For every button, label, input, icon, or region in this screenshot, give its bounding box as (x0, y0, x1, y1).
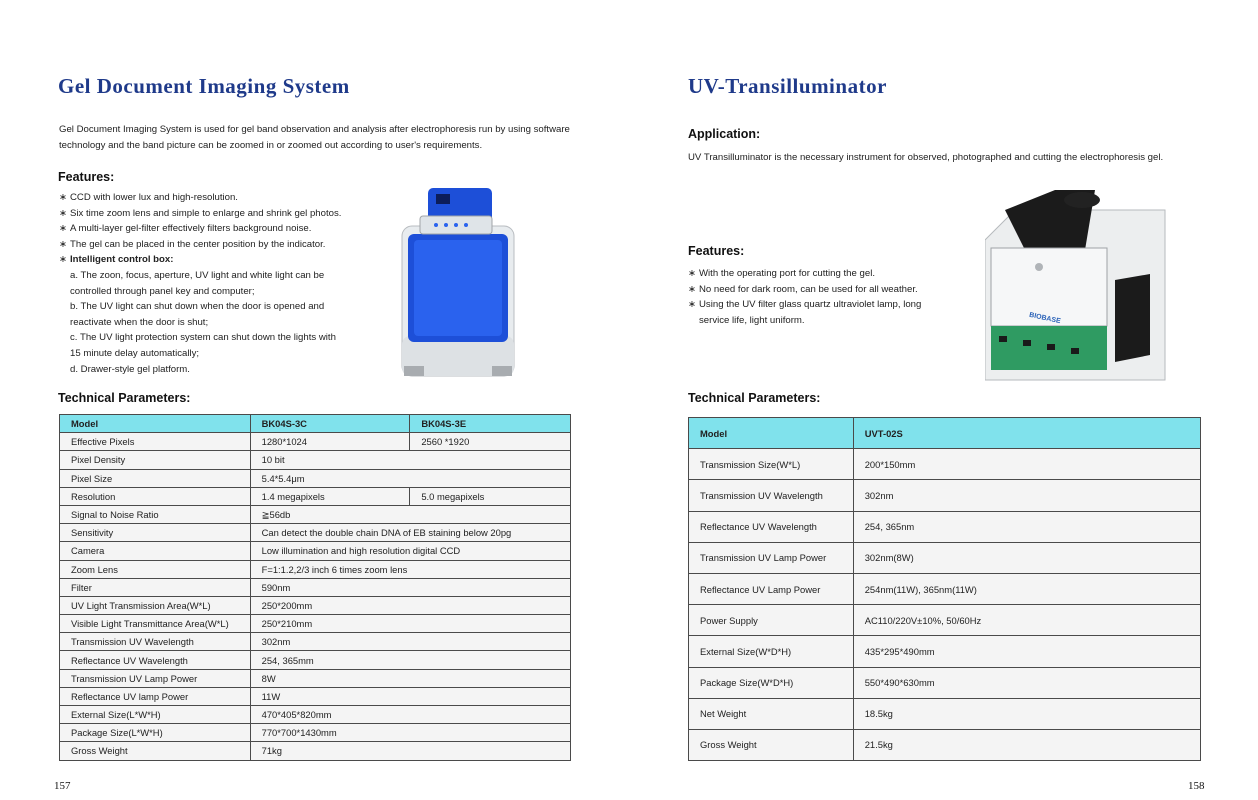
right-page (629, 0, 1258, 800)
bullet-icon: ∗ (59, 254, 68, 266)
table-row (689, 636, 1201, 667)
features-list (59, 190, 359, 377)
table-cell: Transmission UV Wavelength (689, 480, 854, 511)
table-cell: External Size(L*W*H) (60, 706, 251, 724)
table-row (689, 698, 1201, 729)
table-cell: 1280*1024 (250, 433, 410, 451)
feature-item: ∗ Six time zoom lens and simple to enlarge and shrink gel photos. (59, 206, 359, 222)
page-title: Gel Document Imaging System (58, 74, 350, 98)
table-cell: Transmission UV Lamp Power (60, 669, 251, 687)
table-cell: Package Size(W*D*H) (689, 667, 854, 698)
table-cell: External Size(W*D*H) (689, 636, 854, 667)
table-cell: Transmission Size(W*L) (689, 449, 854, 480)
control-box-item: controlled through panel key and computer; (70, 285, 255, 297)
table-row (689, 573, 1201, 604)
table-cell: 254, 365nm (853, 511, 1200, 542)
table-cell: 5.0 megapixels (410, 487, 571, 505)
table-cell: Can detect the double chain DNA of EB staining below 20pg (250, 524, 570, 542)
bullet-icon: ∗ (59, 207, 68, 219)
page-title: UV-Transilluminator (688, 74, 887, 98)
table-cell: Reflectance UV Wavelength (689, 511, 854, 542)
table-cell: AC110/220V±10%, 50/60Hz (853, 605, 1200, 636)
page-number: 158 (1188, 780, 1205, 792)
table-cell: Gross Weight (689, 729, 854, 760)
intro-line: Gel Document Imaging System is used for gel band observation and analysis after electrophoresis run by using software (59, 124, 570, 135)
bullet-icon: ∗ (59, 223, 68, 235)
table-cell: 590nm (250, 578, 570, 596)
page-number: 157 (54, 780, 71, 792)
features-heading: Features: (58, 170, 115, 184)
feature-item: ∗ With the operating port for cutting the gel. (688, 266, 948, 282)
table-cell: Signal to Noise Ratio (60, 505, 251, 523)
table-row (60, 687, 571, 705)
gel-imaging-system-image (396, 186, 520, 381)
table-row (689, 729, 1201, 760)
table-cell: Low illumination and high resolution digital CCD (250, 542, 570, 560)
table-cell: Visible Light Transmittance Area(W*L) (60, 615, 251, 633)
table-row (60, 487, 571, 505)
bullet-icon: ∗ (688, 268, 697, 279)
table-cell: 250*200mm (250, 596, 570, 614)
table-row (60, 524, 571, 542)
table-cell: UV Light Transmission Area(W*L) (60, 596, 251, 614)
uv-transilluminator-image (985, 190, 1175, 390)
params-heading: Technical Parameters: (58, 391, 191, 405)
table-row (689, 480, 1201, 511)
features-list (688, 266, 948, 328)
control-box-item: c. The UV light protection system can shut down the lights with (70, 332, 336, 344)
table-row (60, 706, 571, 724)
intro-line: technology and the band picture can be zoomed in or zoomed out according to user's requirements. (59, 139, 483, 151)
table-cell: 254nm(11W), 365nm(11W) (853, 573, 1200, 604)
control-box-item: 15 minute delay automatically; (70, 347, 200, 359)
table-cell: 470*405*820mm (250, 706, 570, 724)
table-cell: Reflectance UV lamp Power (60, 687, 251, 705)
table-cell: 200*150mm (853, 449, 1200, 480)
table-row (60, 615, 571, 633)
table-row (60, 742, 571, 760)
table-cell: Sensitivity (60, 524, 251, 542)
feature-item: ∗ Using the UV filter glass quartz ultraviolet lamp, long (688, 297, 948, 313)
application-heading: Application: (688, 127, 761, 141)
table-cell: Camera (60, 542, 251, 560)
table-cell: Filter (60, 578, 251, 596)
table-row (689, 542, 1201, 573)
table-row (60, 633, 571, 651)
bullet-icon: ∗ (688, 299, 697, 311)
table-row (60, 669, 571, 687)
feature-item: ∗ Intelligent control box: (59, 252, 359, 268)
table-header-row (60, 415, 571, 433)
table-cell: 1.4 megapixels (250, 487, 410, 505)
table-row (60, 505, 571, 523)
table-cell: 770*700*1430mm (250, 724, 570, 742)
feature-item-continuation: service life, light uniform. (699, 314, 805, 326)
table-cell: 254, 365mm (250, 651, 570, 669)
table-row (60, 433, 571, 451)
table-header-cell: BK04S-3E (410, 415, 571, 433)
table-cell: 550*490*630mm (853, 667, 1200, 698)
table-row (689, 449, 1201, 480)
table-row (60, 451, 571, 469)
table-cell: 8W (250, 669, 570, 687)
table-row (60, 724, 571, 742)
table-row (689, 667, 1201, 698)
control-box-item: b. The UV light can shut down when the door is opened and (70, 301, 325, 313)
table-cell: 11W (250, 687, 570, 705)
feature-item: ∗ CCD with lower lux and high-resolution. (59, 190, 359, 206)
table-cell: Effective Pixels (60, 433, 251, 451)
table-cell: Transmission UV Wavelength (60, 633, 251, 651)
table-row (689, 511, 1201, 542)
table-cell: Gross Weight (60, 742, 251, 760)
table-cell: Net Weight (689, 698, 854, 729)
table-cell: 21.5kg (853, 729, 1200, 760)
table-cell: 18.5kg (853, 698, 1200, 729)
bullet-icon: ∗ (59, 192, 68, 203)
table-cell: 435*295*490mm (853, 636, 1200, 667)
table-header-cell: UVT-02S (853, 418, 1200, 449)
table-cell: 71kg (250, 742, 570, 760)
table-cell: 10 bit (250, 451, 570, 469)
table-cell: Resolution (60, 487, 251, 505)
control-box-item: reactivate when the door is shut; (70, 316, 209, 328)
control-box-item: a. The zoon, focus, aperture, UV light and white light can be (70, 269, 325, 281)
table-cell: Reflectance UV Lamp Power (689, 573, 854, 604)
feature-item: ∗ No need for dark room, can be used for all weather. (688, 282, 948, 298)
feature-item: ∗ The gel can be placed in the center position by the indicator. (59, 237, 359, 253)
table-cell: ≧56db (250, 505, 570, 523)
table-row (689, 605, 1201, 636)
brand-logo: BIOBASE (1028, 311, 1062, 326)
table-row (60, 560, 571, 578)
table-cell: Zoom Lens (60, 560, 251, 578)
table-cell: Transmission UV Lamp Power (689, 542, 854, 573)
control-box-item: d. Drawer-style gel platform. (70, 363, 190, 375)
params-heading: Technical Parameters: (688, 391, 821, 405)
table-header-row (689, 418, 1201, 449)
table-cell: Pixel Size (60, 469, 251, 487)
table-cell: 2560 *1920 (410, 433, 571, 451)
table-cell: Package Size(L*W*H) (60, 724, 251, 742)
table-cell: Pixel Density (60, 451, 251, 469)
table-cell: 5.4*5.4μm (250, 469, 570, 487)
table-row (60, 469, 571, 487)
table-header-cell: BK04S-3C (250, 415, 410, 433)
feature-item: ∗ A multi-layer gel-filter effectively filters background noise. (59, 221, 359, 237)
table-row (60, 578, 571, 596)
table-cell: 302nm(8W) (853, 542, 1200, 573)
spec-table (688, 417, 1201, 761)
features-heading: Features: (688, 244, 745, 258)
table-cell: F=1:1.2,2/3 inch 6 times zoom lens (250, 560, 570, 578)
table-header-cell: Model (60, 415, 251, 433)
table-header-cell: Model (689, 418, 854, 449)
table-cell: Power Supply (689, 605, 854, 636)
table-cell: 250*210mm (250, 615, 570, 633)
bullet-icon: ∗ (59, 238, 68, 250)
table-cell: Reflectance UV Wavelength (60, 651, 251, 669)
intro-paragraph (59, 122, 570, 153)
table-row (60, 542, 571, 560)
bullet-icon: ∗ (688, 283, 697, 295)
application-text: UV Transilluminator is the necessary instrument for observed, photographed and cutting the electrophoresis gel. (688, 152, 1164, 163)
table-row (60, 596, 571, 614)
table-cell: 302nm (250, 633, 570, 651)
table-cell: 302nm (853, 480, 1200, 511)
table-row (60, 651, 571, 669)
spec-table (59, 414, 571, 761)
